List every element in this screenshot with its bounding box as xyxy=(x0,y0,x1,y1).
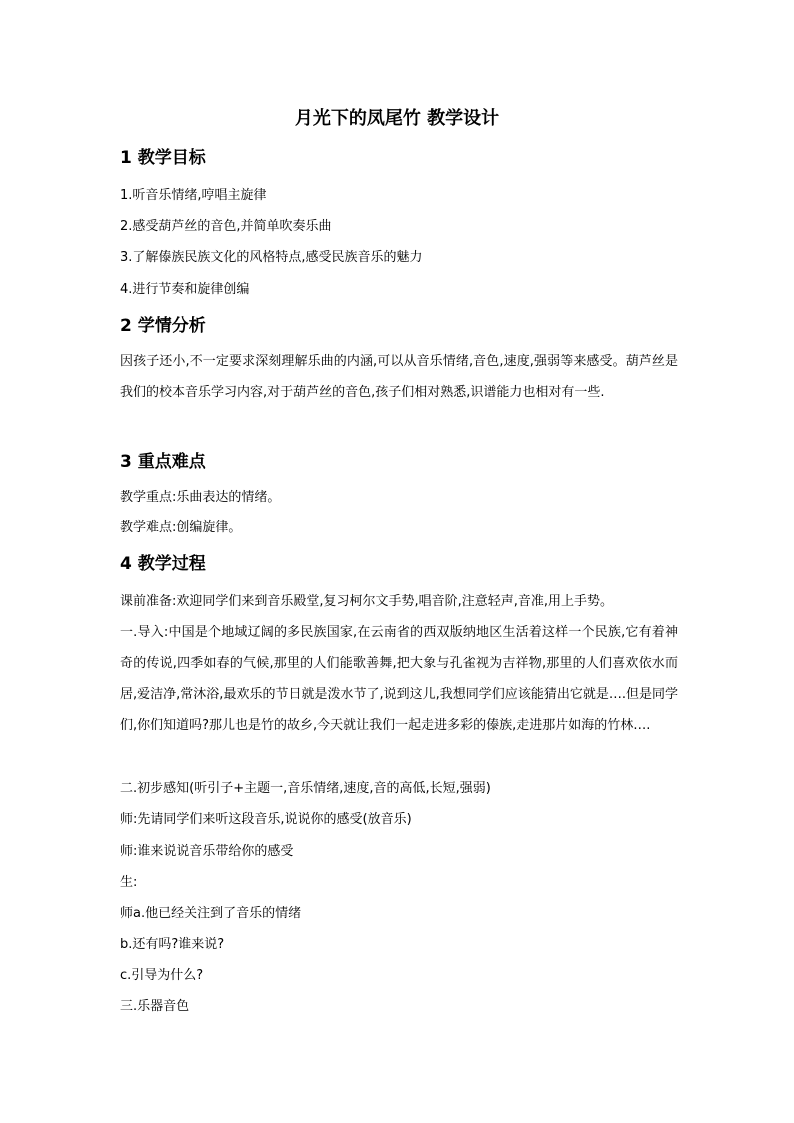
process-line: 师:谁来说说音乐带给你的感受 xyxy=(120,844,294,859)
analysis-paragraph: 因孩子还小,不一定要求深刻理解乐曲的内涵,可以从音乐情绪,音色,速度,强弱等来感受。葫芦丝是我们的校本音乐学习内容,对于葫芦丝的音色,孩子们相对熟悉,识谱能力也相对有一些. xyxy=(120,354,678,400)
goal-item: 3.了解傣族民族文化的风格特点,感受民族音乐的魅力 xyxy=(120,250,423,265)
section-heading-process: 4 教学过程 xyxy=(120,554,206,574)
key-point-item: 教学难点:创编旋律。 xyxy=(120,520,242,535)
section-heading-analysis: 2 学情分析 xyxy=(120,316,206,336)
key-point-item: 教学重点:乐曲表达的情绪。 xyxy=(120,490,281,505)
process-line: 三.乐器音色 xyxy=(120,999,190,1014)
section-heading-key-points: 3 重点难点 xyxy=(120,452,206,472)
process-line: 师a.他已经关注到了音乐的情绪 xyxy=(120,906,302,921)
process-intro-paragraph: 一.导入:中国是个地域辽阔的多民族国家,在云南省的西双版纳地区生活着这样一个民族,它有着神奇的传说,四季如春的气候,那里的人们能歌善舞,把大象与孔雀视为吉祥物,那里的人们喜欢依水而居,爱洁净,常沐浴,最欢乐的节日就是泼水节了,说到这儿,我想同学们应该能猜出它就是….但是同学们,你们知道吗?那儿也是竹的故乡,今天就让我们一起走进多彩的傣族,走进那片如海的竹林…. xyxy=(120,625,678,733)
process-line: 二.初步感知(听引子+主题一,音乐情绪,速度,音的高低,长短,强弱) xyxy=(120,781,491,796)
goal-item: 4.进行节奏和旋律创编 xyxy=(120,282,250,297)
process-line: b.还有吗?谁来说? xyxy=(120,937,225,952)
process-line: 师:先请同学们来听这段音乐,说说你的感受(放音乐) xyxy=(120,812,412,827)
process-prep: 课前准备:欢迎同学们来到音乐殿堂,复习柯尔文手势,唱音阶,注意轻声,音准,用上手势。 xyxy=(120,594,614,609)
goal-item: 2.感受葫芦丝的音色,并简单吹奏乐曲 xyxy=(120,219,332,234)
process-line: 生: xyxy=(120,875,138,890)
goal-item: 1.听音乐情绪,哼唱主旋律 xyxy=(120,188,267,203)
document-title: 月光下的凤尾竹 教学设计 xyxy=(294,108,500,129)
section-heading-goals: 1 教学目标 xyxy=(120,148,206,168)
process-line: c.引导为什么? xyxy=(120,968,204,983)
